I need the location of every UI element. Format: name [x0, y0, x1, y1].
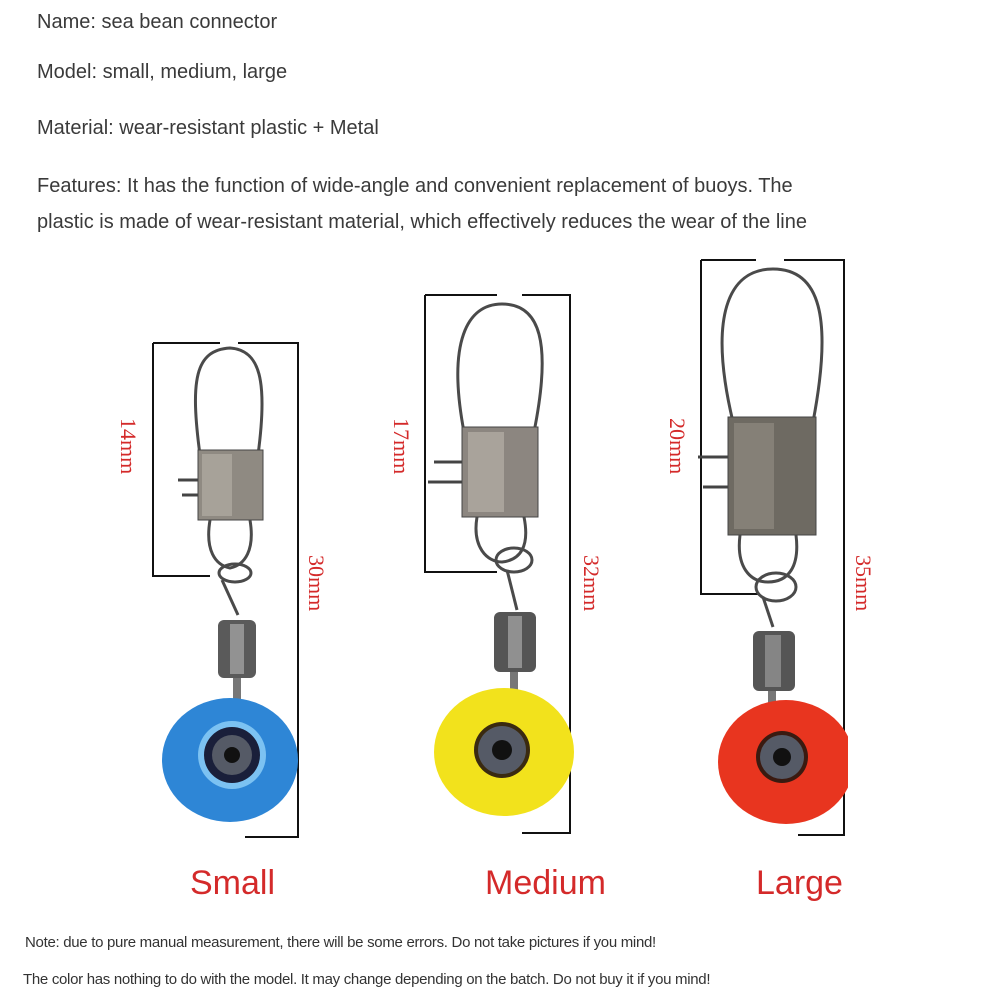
note-measurement: Note: due to pure manual measurement, there will be some errors. Do not take pictures if you mind!	[25, 934, 656, 951]
label-large: Large	[756, 864, 843, 902]
product-medium	[422, 292, 574, 837]
note-color: The color has nothing to do with the model. It may change depending on the batch. Do not buy it if you mind!	[23, 971, 711, 988]
spec-name: Name: sea bean connector	[37, 11, 278, 33]
features-line-2: plastic is made of wear-resistant material, which effectively reduces the wear of the line	[37, 211, 807, 233]
large-inner-dimension: 20mm	[665, 418, 690, 475]
large-total-dimension: 35mm	[851, 555, 876, 612]
spec-model: Model: small, medium, large	[37, 61, 288, 83]
spec-material: Material: wear-resistant plastic + Metal	[37, 117, 379, 139]
connector-large-illustration	[698, 257, 848, 839]
product-large	[698, 257, 848, 839]
connector-medium-illustration	[422, 292, 574, 837]
label-medium: Medium	[485, 864, 606, 902]
small-inner-dimension: 14mm	[116, 418, 141, 475]
small-total-dimension: 30mm	[304, 555, 329, 612]
label-small: Small	[190, 864, 276, 902]
medium-total-dimension: 32mm	[579, 555, 604, 612]
features-line-1: Features: It has the function of wide-angle and convenient replacement of buoys. The	[37, 175, 793, 197]
medium-inner-dimension: 17mm	[389, 418, 414, 475]
connector-small-illustration	[150, 340, 310, 840]
product-small	[150, 340, 310, 840]
spec-features	[37, 168, 937, 240]
